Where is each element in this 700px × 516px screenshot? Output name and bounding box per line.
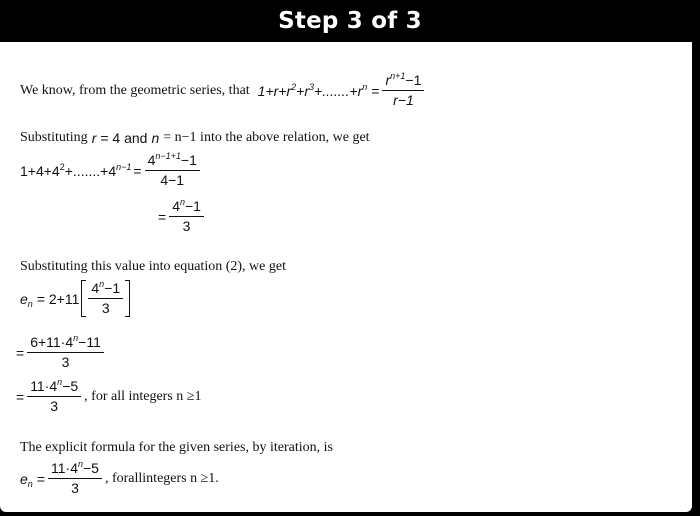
step-title: Step 3 of 3: [278, 8, 422, 34]
final-formula-line: [20, 460, 219, 497]
solution-panel: [0, 42, 692, 512]
result-line: [16, 378, 201, 415]
equation2-text: Substituting this value into equation (2), we get: [20, 259, 286, 274]
r-value: = 4 and: [100, 130, 148, 146]
simplified-equals: =: [158, 208, 167, 225]
final-fraction: $\frac{11\cdot 4^n-5}{3}$: [48, 460, 102, 497]
en-bracket-line: [20, 280, 132, 317]
expanded-equals: =: [16, 344, 25, 361]
bracket-group: [81, 280, 130, 317]
final-condition: , forallintegers n ≥1.: [104, 470, 219, 486]
simplified-fraction: $\frac{4^n-1}{3}$: [169, 198, 204, 235]
result-equals: =: [16, 388, 25, 405]
step-header: [0, 0, 700, 42]
geometric-series-text: We know, from the geometric series, that: [20, 82, 250, 98]
var-n: n: [151, 130, 160, 146]
series-fraction: $\frac{r^{n+1}-1}{r-1}$: [382, 72, 424, 109]
sum-lhs: $1+4+4^2+.......+4^{n-1}$: [20, 161, 132, 179]
sum-equals: =: [133, 162, 142, 179]
explicit-formula-line: [20, 440, 333, 456]
series-equals: =: [371, 82, 380, 99]
var-r: r: [91, 130, 97, 146]
final-en-symbol: $e_n$: [20, 470, 33, 489]
sum-fraction: $\frac{4^{n-1+1}-1}{4-1}$: [145, 152, 200, 189]
expanded-line: [16, 334, 107, 371]
final-equals: =: [36, 470, 45, 487]
substitution-text: Substituting: [20, 130, 88, 145]
en-symbol: $e_n$: [20, 290, 33, 309]
series-lhs: $1+r+r^2+r^3+.......+r^n$: [257, 81, 368, 99]
sum-simplified-line: [158, 198, 207, 235]
sum-line: [20, 152, 203, 189]
n-substitution-text: = n−1 into the above relation, we get: [163, 130, 370, 145]
result-condition: , for all integers n ≥1: [84, 388, 202, 404]
expanded-fraction: $\frac{6+11\cdot 4^n-11}{3}$: [27, 334, 104, 371]
result-fraction: $\frac{11\cdot 4^n-5}{3}$: [27, 378, 81, 415]
equation2-line: [20, 259, 286, 275]
bracket-fraction: $\frac{4^n-1}{3}$: [88, 280, 123, 317]
geometric-series-line: [20, 72, 427, 109]
substitution-line: [20, 130, 370, 146]
en-equals: = 2+11: [36, 290, 80, 307]
explicit-formula-text: The explicit formula for the given series, by iteration, is: [20, 440, 333, 455]
